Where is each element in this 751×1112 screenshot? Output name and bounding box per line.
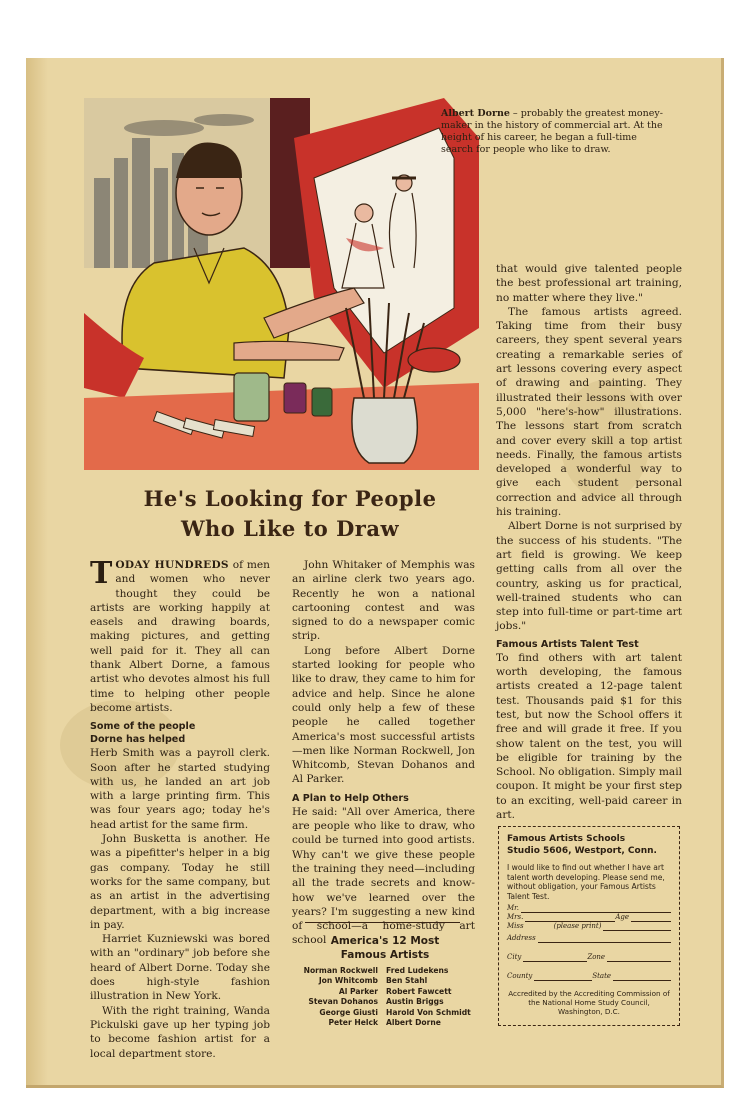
divider	[305, 922, 460, 923]
paragraph: To find others with art talent worth developing, the famous artists created a 12-page talent test. Thousands paid $1 for this test, but now the School offers it free and will grade it free. If you show talent on the test, you will be eligible for training by the School. No obligation. Simply mail coupon. It might be your first step to an exciting, well-paid career in art.	[496, 651, 682, 821]
caption-text: – probably the greatest money-maker in the history of commercial art. At the height of his career, he began a full-time search for people who like to draw.	[441, 108, 663, 155]
artist-name: Stevan Dohanos	[308, 997, 378, 1007]
subheading-people-helped	[90, 720, 270, 746]
paragraph: Albert Dorne is not surprised by the success of his students. "The art field is growing. We keep getting calls from all over the country, asking us for practical, well-trained students who can step into full-time or part-time art jobs."	[496, 520, 682, 633]
artists-title-line-1: America's 12 Most	[330, 935, 440, 947]
subheading-talent-test: Famous Artists Talent Test	[496, 638, 639, 650]
artist-name: Norman Rockwell	[303, 966, 378, 975]
coupon-field-mrs-age[interactable]	[507, 913, 671, 922]
artists-list	[290, 966, 480, 1028]
paragraph: Harriet Kuzniewski was bored with an "ordinary" job before she heard of Albert Dorne. Today she does high-style fashion illustration in New York.	[90, 933, 270, 1003]
paragraph: John Busketta is another. He was a pipefitter's helper in a big gas company. Today he still works for the same company, but as an artist in the advertising department, with a big increase in pay.	[90, 833, 270, 931]
paragraph: Long before Albert Dorne started looking for people who like to draw, they came to him for advice and help. Since he alone could only help a few of these people he called together America's most successful artists—men like Norman Rockwell, Jon Whitcomb, Stevan Dohanos and Al Parker.	[292, 644, 475, 786]
artist-row	[290, 1018, 480, 1028]
paragraph: Herb Smith was a payroll clerk. Soon after he started studying with us, he landed an art job with a large printing firm. This was four years ago; today he's head artist for the same firm.	[90, 747, 270, 831]
headline-line-2: Who Like to Draw	[180, 516, 400, 541]
subheading-line-1: Some of the people	[90, 721, 196, 733]
intro-text: of men and women who never thought they could be artists are working happily at easels and drawing boards, making pictures, and getting well paid for it. They all can thank Albert Dorne, a famous artist who devotes almost his full time to helping other people become artists.	[90, 559, 270, 714]
artists-list-title	[300, 934, 470, 962]
coupon-studio-address: Studio 5606, Westport, Conn.	[507, 846, 657, 856]
coupon-body: I would like to find out whether I have art talent worth developing. Please send me, without obligation, your Famous Artists Talent Test.	[507, 863, 665, 901]
paragraph: The famous artists agreed. Taking time from their busy careers, they spent several years creating a remarkable series of art lessons covering every aspect of drawing and painting. They illustrated their lessons with over 5,000 "here's-how" illustrations. The lessons start from scratch and cover every skill a top artist needs. Finally, the famous artists developed a wonderful way to give each student personal correction and advice all through his training.	[496, 305, 682, 519]
mail-coupon[interactable]	[498, 826, 680, 1026]
article-column-3	[496, 262, 682, 822]
field-label: Age	[615, 913, 629, 922]
subheading-plan: A Plan to Help Others	[292, 792, 409, 804]
headline	[80, 484, 500, 544]
coupon-field-county-state[interactable]	[507, 972, 671, 981]
artist-row	[290, 987, 480, 997]
artist-name: Peter Helck	[328, 1018, 378, 1028]
artist-row	[290, 997, 480, 1007]
artist-name: Robert Fawcett	[386, 986, 452, 996]
paragraph: With the right training, Wanda Pickulski gave up her typing job to become fashion artist for a local department store.	[90, 1004, 270, 1060]
artist-name: George Giusti	[319, 1007, 378, 1017]
field-label: Address	[507, 934, 536, 943]
paragraph: John Whitaker of Memphis was an airline clerk two years ago. Recently he won a national cartooning contest and was signed to do a newspaper comic strip.	[292, 559, 475, 643]
paragraph: that would give talented people the best professional art training, no matter where they live."	[496, 263, 682, 304]
field-label: Zone	[587, 953, 606, 962]
field-label: Mrs.	[507, 913, 524, 922]
coupon-field-mr[interactable]	[507, 904, 671, 913]
caption-name: Albert Dorne	[441, 108, 510, 119]
field-label: County	[507, 972, 533, 981]
field-label: City	[507, 953, 522, 962]
field-label: State	[592, 972, 612, 981]
albert-dorne-illustration	[84, 98, 479, 470]
lead-words: ODAY HUNDREDS	[115, 559, 229, 571]
artist-name: Al Parker	[338, 986, 378, 996]
coupon-field-miss[interactable]	[507, 922, 671, 931]
coupon-field-city-zone[interactable]	[507, 953, 671, 962]
coupon-school-name: Famous Artists Schools	[507, 834, 626, 844]
artist-name: Jon Whitcomb	[318, 976, 378, 986]
artist-name: Fred Ludekens	[386, 966, 449, 975]
print-note: (please print)	[553, 922, 602, 931]
intro-paragraph	[90, 558, 270, 715]
drop-cap: T	[90, 556, 113, 591]
artists-title-line-2: Famous Artists	[340, 949, 430, 961]
artist-name: Harold Von Schmidt	[386, 1007, 471, 1017]
field-label: Miss	[507, 922, 524, 931]
artist-row	[290, 1008, 480, 1018]
paragraph: He said: "All over America, there are people who like to draw, who could be turned into good artists. Why can't we give these people the training they need—including all the trade secrets and know-how we've learned over the years? I'm suggesting a new kind of school—a home-study art school	[292, 805, 475, 947]
coupon-field-address[interactable]	[507, 934, 671, 943]
artist-name: Albert Dorne	[386, 1018, 441, 1028]
artist-name: Austin Briggs	[386, 997, 444, 1007]
artist-row	[290, 976, 480, 986]
illustration-caption	[441, 108, 671, 156]
article-column-1	[90, 558, 270, 1061]
artist-row	[290, 966, 480, 976]
field-label: Mr.	[507, 904, 519, 913]
subheading-line-2: Dorne has helped	[90, 734, 186, 746]
accreditation-note: Accredited by the Accrediting Commission of the National Home Study Council, Washington, D.C.	[508, 989, 670, 1017]
article-column-2	[292, 558, 475, 948]
headline-line-1: He's Looking for People	[143, 486, 437, 511]
artist-name: Ben Stahl	[386, 976, 428, 986]
